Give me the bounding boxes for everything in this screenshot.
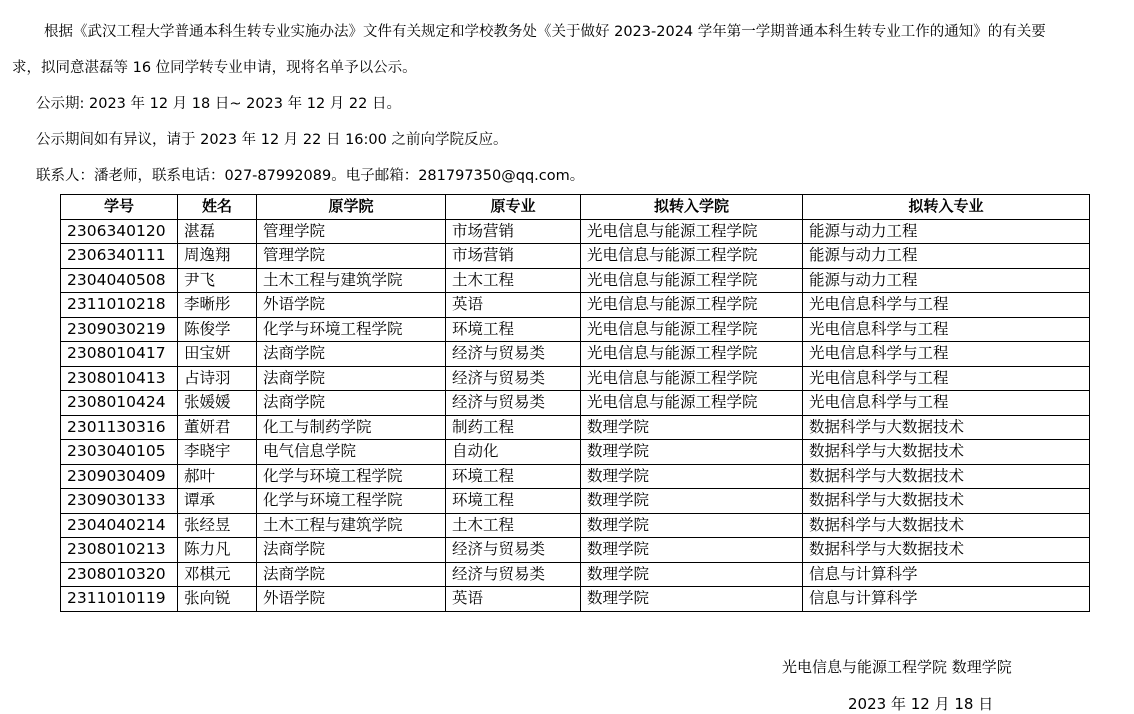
table-row [61, 538, 1090, 563]
cell-original-college: 土木工程与建筑学院 [257, 268, 446, 293]
cell-original-college: 管理学院 [257, 219, 446, 244]
cell-name: 谭承 [178, 489, 257, 514]
cell-student-id: 2306340120 [61, 219, 178, 244]
cell-target-college: 数理学院 [581, 587, 803, 612]
cell-name: 湛磊 [178, 219, 257, 244]
cell-name: 董妍君 [178, 415, 257, 440]
cell-target-major: 能源与动力工程 [803, 268, 1090, 293]
table-row [61, 415, 1090, 440]
table-row [61, 366, 1090, 391]
cell-target-college: 光电信息与能源工程学院 [581, 391, 803, 416]
cell-target-major: 能源与动力工程 [803, 219, 1090, 244]
cell-target-college: 光电信息与能源工程学院 [581, 293, 803, 318]
cell-target-college: 数理学院 [581, 562, 803, 587]
table-row [61, 268, 1090, 293]
cell-original-college: 化学与环境工程学院 [257, 489, 446, 514]
cell-name: 邓棋元 [178, 562, 257, 587]
cell-original-major: 英语 [446, 587, 581, 612]
cell-original-major: 环境工程 [446, 317, 581, 342]
cell-original-major: 环境工程 [446, 489, 581, 514]
header-original-college: 原学院 [257, 195, 446, 220]
cell-name: 尹飞 [178, 268, 257, 293]
cell-original-college: 电气信息学院 [257, 440, 446, 465]
cell-original-major: 经济与贸易类 [446, 538, 581, 563]
cell-target-college: 光电信息与能源工程学院 [581, 219, 803, 244]
cell-student-id: 2308010424 [61, 391, 178, 416]
cell-original-college: 外语学院 [257, 293, 446, 318]
cell-original-major: 经济与贸易类 [446, 562, 581, 587]
signature-org: 光电信息与能源工程学院 数理学院 [782, 658, 1012, 676]
header-student-id: 学号 [61, 195, 178, 220]
cell-target-college: 数理学院 [581, 464, 803, 489]
cell-target-college: 光电信息与能源工程学院 [581, 268, 803, 293]
notice-contact: 联系人：潘老师，联系电话：027-87992089。电子邮箱：281797350@qq.com。 [36, 168, 585, 184]
cell-name: 郝叶 [178, 464, 257, 489]
cell-name: 张媛媛 [178, 391, 257, 416]
cell-target-major: 光电信息科学与工程 [803, 366, 1090, 391]
cell-target-major: 光电信息科学与工程 [803, 391, 1090, 416]
cell-target-college: 数理学院 [581, 489, 803, 514]
header-name: 姓名 [178, 195, 257, 220]
header-original-major: 原专业 [446, 195, 581, 220]
cell-target-college: 光电信息与能源工程学院 [581, 342, 803, 367]
cell-original-college: 化工与制药学院 [257, 415, 446, 440]
cell-original-major: 经济与贸易类 [446, 342, 581, 367]
cell-original-major: 经济与贸易类 [446, 391, 581, 416]
table-row [61, 342, 1090, 367]
cell-target-major: 数据科学与大数据技术 [803, 489, 1090, 514]
cell-target-major: 光电信息科学与工程 [803, 342, 1090, 367]
cell-name: 张向锐 [178, 587, 257, 612]
table-row [61, 587, 1090, 612]
header-target-major: 拟转入专业 [803, 195, 1090, 220]
cell-target-college: 光电信息与能源工程学院 [581, 317, 803, 342]
cell-original-college: 法商学院 [257, 342, 446, 367]
transfer-roster-table [60, 194, 1090, 612]
table-row [61, 391, 1090, 416]
table-row [61, 293, 1090, 318]
cell-student-id: 2306340111 [61, 244, 178, 269]
table-row [61, 440, 1090, 465]
cell-target-major: 数据科学与大数据技术 [803, 464, 1090, 489]
cell-student-id: 2309030133 [61, 489, 178, 514]
cell-target-major: 数据科学与大数据技术 [803, 440, 1090, 465]
notice-paragraph-line1: 根据《武汉工程大学普通本科生转专业实施办法》文件有关规定和学校教务处《关于做好 2023-2024 学年第一学期普通本科生转专业工作的通知》的有关要 [44, 24, 1046, 40]
cell-student-id: 2308010417 [61, 342, 178, 367]
cell-original-college: 管理学院 [257, 244, 446, 269]
cell-original-college: 法商学院 [257, 538, 446, 563]
table-row [61, 513, 1090, 538]
cell-original-major: 环境工程 [446, 464, 581, 489]
cell-original-college: 法商学院 [257, 562, 446, 587]
cell-target-college: 光电信息与能源工程学院 [581, 366, 803, 391]
cell-target-major: 信息与计算科学 [803, 562, 1090, 587]
cell-target-major: 数据科学与大数据技术 [803, 538, 1090, 563]
cell-target-college: 数理学院 [581, 415, 803, 440]
cell-target-major: 信息与计算科学 [803, 587, 1090, 612]
notice-paragraph-line2: 求，拟同意湛磊等 16 位同学转专业申请，现将名单予以公示。 [12, 60, 417, 76]
cell-name: 周逸翔 [178, 244, 257, 269]
cell-target-college: 光电信息与能源工程学院 [581, 244, 803, 269]
cell-original-major: 英语 [446, 293, 581, 318]
cell-target-major: 能源与动力工程 [803, 244, 1090, 269]
cell-student-id: 2311010218 [61, 293, 178, 318]
cell-student-id: 2308010320 [61, 562, 178, 587]
cell-original-major: 市场营销 [446, 219, 581, 244]
cell-original-major: 土木工程 [446, 513, 581, 538]
cell-original-college: 化学与环境工程学院 [257, 317, 446, 342]
cell-name: 田宝妍 [178, 342, 257, 367]
table-row [61, 244, 1090, 269]
table-row [61, 219, 1090, 244]
cell-student-id: 2304040214 [61, 513, 178, 538]
cell-name: 李晓宇 [178, 440, 257, 465]
cell-student-id: 2301130316 [61, 415, 178, 440]
cell-name: 陈力凡 [178, 538, 257, 563]
cell-target-college: 数理学院 [581, 440, 803, 465]
table-row [61, 489, 1090, 514]
cell-student-id: 2311010119 [61, 587, 178, 612]
table-row [61, 464, 1090, 489]
table-header-row [61, 195, 1090, 220]
cell-original-college: 土木工程与建筑学院 [257, 513, 446, 538]
cell-original-major: 土木工程 [446, 268, 581, 293]
cell-original-college: 法商学院 [257, 391, 446, 416]
cell-target-college: 数理学院 [581, 513, 803, 538]
cell-original-major: 自动化 [446, 440, 581, 465]
cell-name: 陈俊学 [178, 317, 257, 342]
cell-original-college: 外语学院 [257, 587, 446, 612]
cell-student-id: 2308010213 [61, 538, 178, 563]
table-row [61, 562, 1090, 587]
cell-student-id: 2309030409 [61, 464, 178, 489]
cell-name: 李晰彤 [178, 293, 257, 318]
cell-student-id: 2304040508 [61, 268, 178, 293]
table-row [61, 317, 1090, 342]
cell-target-college: 数理学院 [581, 538, 803, 563]
cell-original-major: 市场营销 [446, 244, 581, 269]
cell-target-major: 数据科学与大数据技术 [803, 513, 1090, 538]
cell-original-college: 化学与环境工程学院 [257, 464, 446, 489]
cell-name: 占诗羽 [178, 366, 257, 391]
cell-target-major: 光电信息科学与工程 [803, 317, 1090, 342]
cell-student-id: 2308010413 [61, 366, 178, 391]
notice-period: 公示期: 2023 年 12 月 18 日~ 2023 年 12 月 22 日。 [36, 96, 401, 112]
cell-target-major: 数据科学与大数据技术 [803, 415, 1090, 440]
notice-objection: 公示期间如有异议，请于 2023 年 12 月 22 日 16:00 之前向学院反应。 [36, 132, 508, 148]
cell-original-college: 法商学院 [257, 366, 446, 391]
signature-date: 2023 年 12 月 18 日 [848, 695, 994, 713]
header-target-college: 拟转入学院 [581, 195, 803, 220]
cell-target-major: 光电信息科学与工程 [803, 293, 1090, 318]
cell-student-id: 2303040105 [61, 440, 178, 465]
cell-student-id: 2309030219 [61, 317, 178, 342]
cell-original-major: 经济与贸易类 [446, 366, 581, 391]
cell-name: 张经昱 [178, 513, 257, 538]
cell-original-major: 制药工程 [446, 415, 581, 440]
